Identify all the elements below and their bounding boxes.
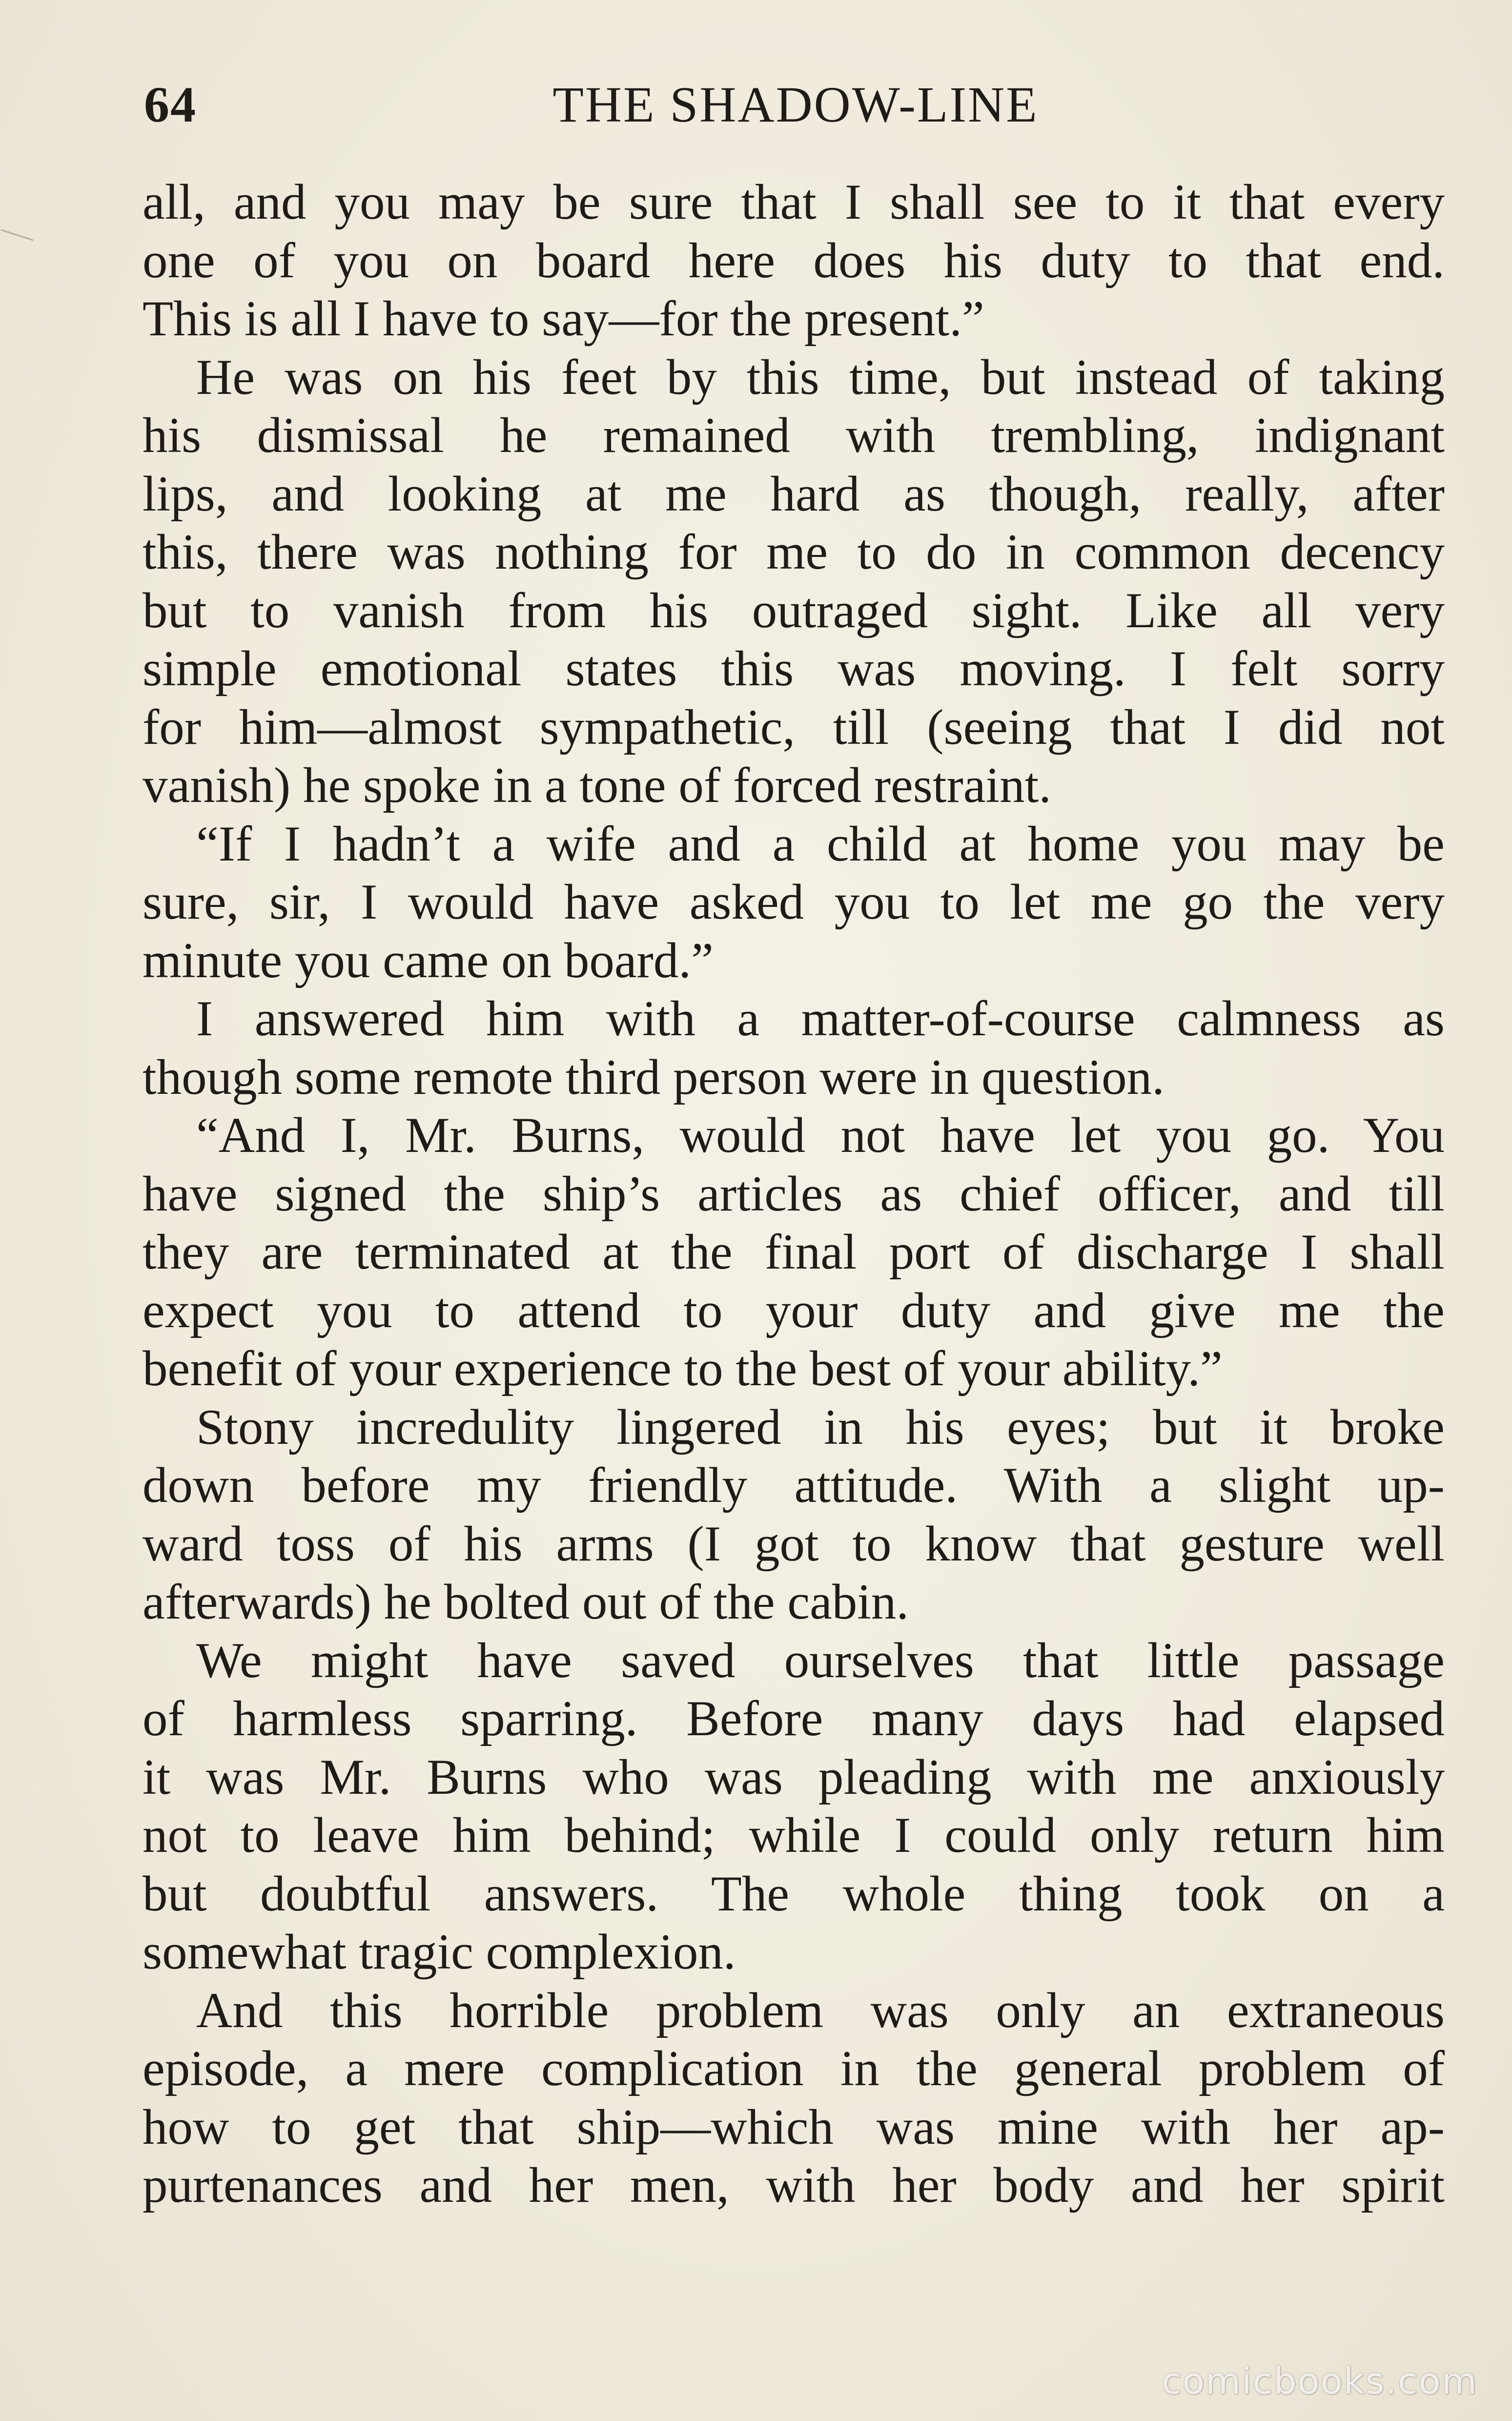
text-line: but doubtful answers. The whole thing took on a — [143, 1866, 1445, 1922]
site-watermark: comicbooks.com — [1162, 2360, 1478, 2402]
text-line: afterwards) he bolted out of the cabin. — [143, 1574, 909, 1630]
text-line: purtenances and her men, with her body and her spirit — [143, 2157, 1445, 2213]
page-edge-mark — [0, 229, 34, 241]
text-line: though some remote third person were in question. — [143, 1049, 1165, 1105]
text-line: episode, a mere complication in the general problem of — [143, 2041, 1445, 2096]
text-line: how to get that ship—which was mine with her ap- — [143, 2099, 1445, 2155]
text-line: This is all I have to say—for the present.” — [143, 291, 984, 347]
text-line: it was Mr. Burns who was pleading with me anxiously — [143, 1749, 1445, 1805]
text-line: down before my friendly attitude. With a slight up- — [143, 1457, 1445, 1513]
text-line: simple emotional states this was moving. I felt sorry — [143, 641, 1445, 697]
page-number: 64 — [144, 77, 197, 133]
text-line: benefit of your experience to the best of your ability.” — [143, 1341, 1223, 1396]
text-line: We might have saved ourselves that little passage — [196, 1632, 1445, 1688]
text-line: his dismissal he remained with trembling, indignant — [143, 408, 1445, 463]
text-line: “If I hadn’t a wife and a child at home you may be — [196, 816, 1445, 872]
text-line: they are terminated at the final port of discharge I shall — [143, 1224, 1445, 1280]
text-line: I answered him with a matter-of-course calmness as — [196, 991, 1445, 1046]
text-line: vanish) he spoke in a tone of forced restraint. — [143, 758, 1051, 813]
text-line: minute you came on board.” — [143, 932, 714, 988]
text-line: for him—almost sympathetic, till (seeing that I did not — [143, 699, 1445, 755]
text-line: Stony incredulity lingered in his eyes; but it broke — [196, 1399, 1445, 1455]
text-line: this, there was nothing for me to do in common decency — [143, 524, 1445, 580]
text-line: expect you to attend to your duty and give me the — [143, 1282, 1445, 1338]
text-line: And this horrible problem was only an extraneous — [196, 1982, 1445, 2038]
text-line: ward toss of his arms (I got to know that gesture well — [143, 1516, 1445, 1572]
text-line: of harmless sparring. Before many days had elapsed — [143, 1691, 1445, 1746]
text-line: but to vanish from his outraged sight. Like all very — [143, 582, 1445, 638]
text-line: He was on his feet by this time, but instead of taking — [196, 349, 1445, 405]
text-line: “And I, Mr. Burns, would not have let you go. You — [196, 1108, 1445, 1163]
text-line: not to leave him behind; while I could only return him — [143, 1807, 1445, 1863]
body-text — [143, 173, 1445, 2215]
text-line: somewhat tragic complexion. — [143, 1924, 736, 1980]
text-line: lips, and looking at me hard as though, really, after — [143, 466, 1445, 522]
text-line: have signed the ship’s articles as chief officer, and till — [143, 1166, 1445, 1222]
text-line: all, and you may be sure that I shall see to it that every — [143, 174, 1445, 230]
text-line: one of you on board here does his duty to that end. — [143, 232, 1445, 288]
page-header — [144, 73, 1447, 137]
running-title: THE SHADOW-LINE — [552, 77, 1039, 133]
text-line: sure, sir, I would have asked you to let me go the very — [143, 874, 1445, 930]
